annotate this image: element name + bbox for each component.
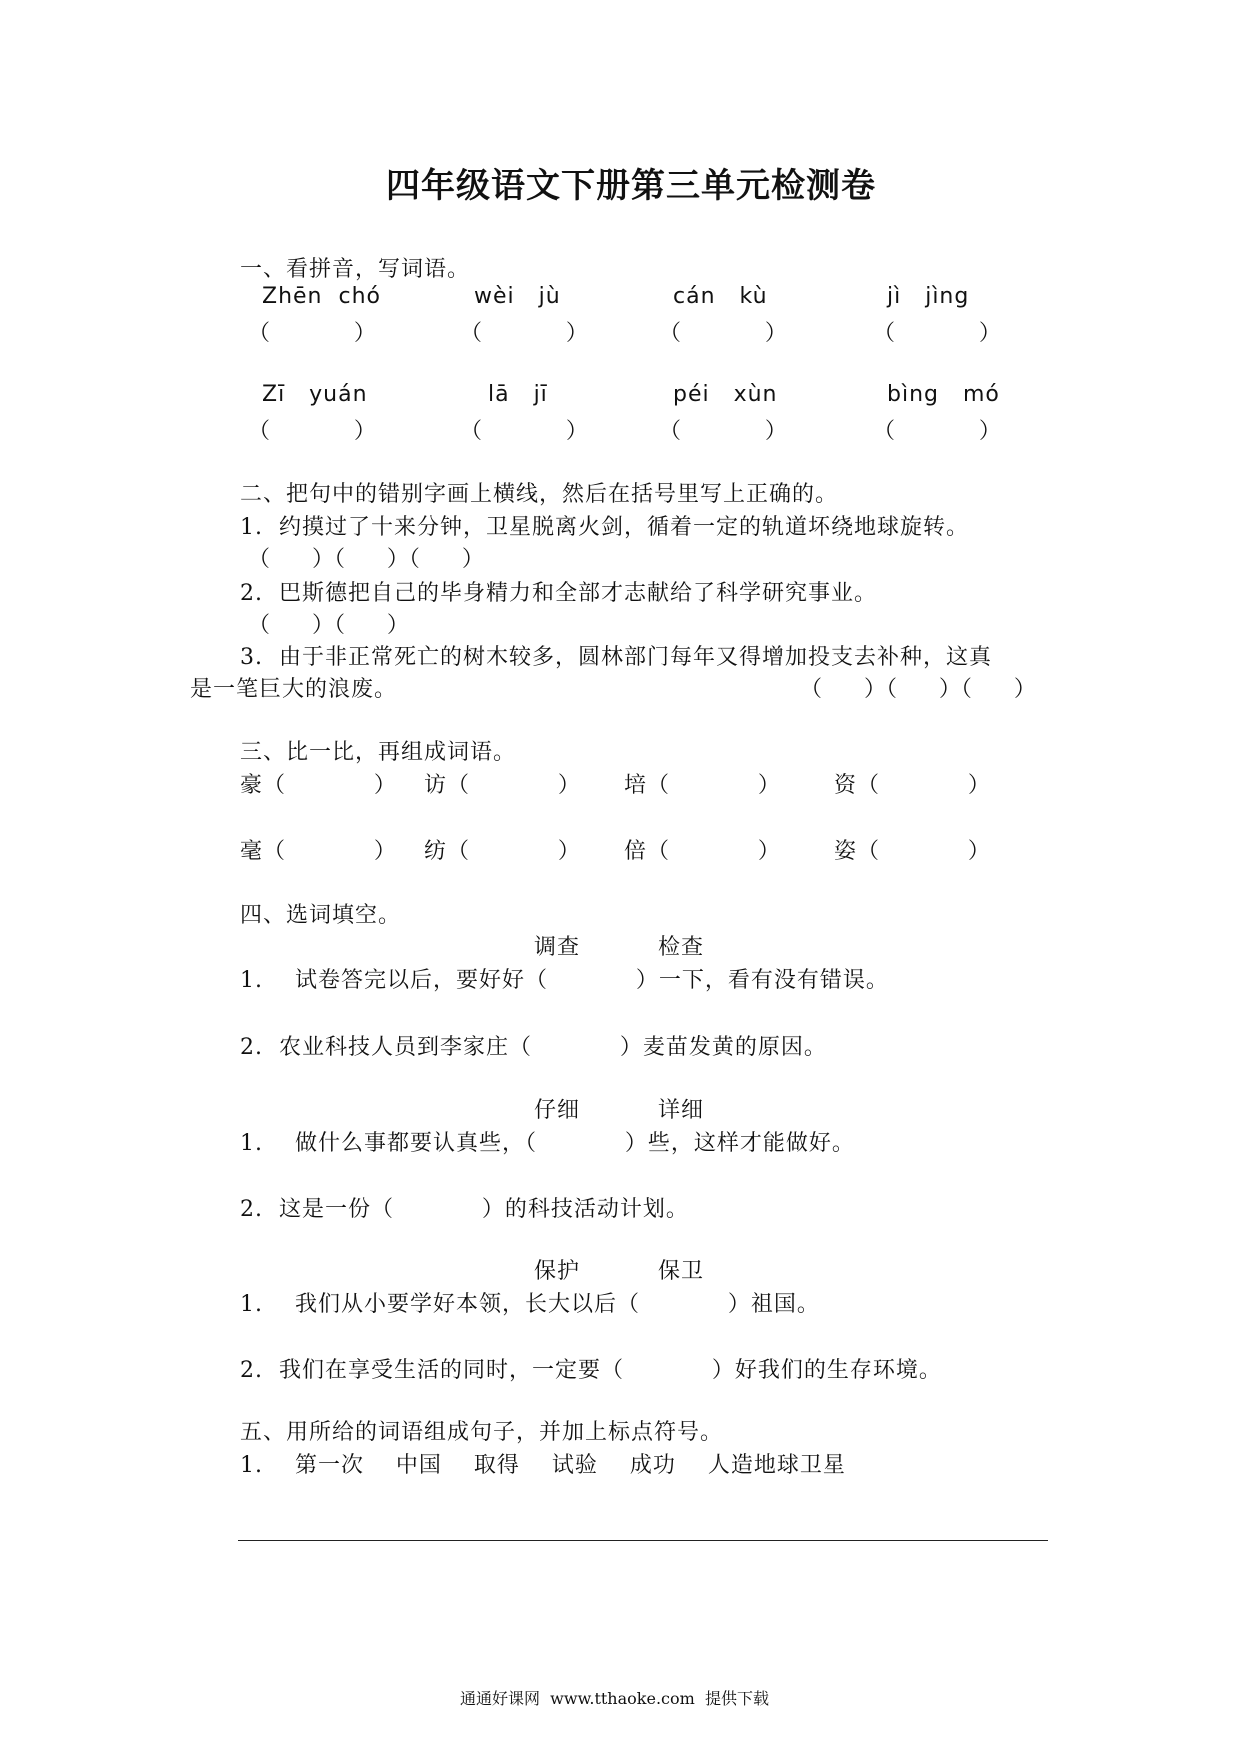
section1-heading: 一、看拼音，写词语。 <box>240 257 471 282</box>
compare-item[interactable]: 纺（ ） <box>424 839 581 864</box>
question-text: 1. 第一次 中国 取得 试验 成功 人造地球卫星 <box>240 1453 846 1478</box>
question-text: 3. 由于非正常死亡的树木较多，圆林部门每年又得增加投支去补种，这真 <box>240 645 992 670</box>
compare-item[interactable]: 姿（ ） <box>834 839 991 864</box>
compare-item[interactable]: 访（ ） <box>424 773 581 798</box>
question-text[interactable]: 1. 试卷答完以后，要好好（ ）一下，看有没有错误。 <box>240 968 889 993</box>
answer-blank[interactable]: （ ） <box>873 419 1001 444</box>
answer-blanks[interactable]: （ ）（ ）（ ） <box>248 547 484 572</box>
question-text[interactable]: 1. 做什么事都要认真些，（ ）些，这样才能做好。 <box>240 1131 855 1156</box>
section5-heading: 五、用所给的词语组成句子，并加上标点符号。 <box>240 1420 724 1445</box>
answer-line[interactable] <box>238 1540 1048 1541</box>
answer-blank[interactable]: （ ） <box>659 321 787 346</box>
question-text[interactable]: 1. 我们从小要学好本领，长大以后（ ）祖国。 <box>240 1292 820 1317</box>
question-text[interactable]: 2. 我们在享受生活的同时，一定要（ ）好我们的生存环境。 <box>240 1358 942 1383</box>
pinyin-3: cán kù <box>673 284 768 309</box>
answer-blank[interactable]: （ ） <box>873 321 1001 346</box>
answer-blank[interactable]: （ ） <box>659 419 787 444</box>
answer-blank[interactable]: （ ） <box>460 419 588 444</box>
question-text[interactable]: 2. 农业科技人员到李家庄（ ）麦苗发黄的原因。 <box>240 1035 827 1060</box>
question-text: 是一笔巨大的浪废。 <box>190 677 398 702</box>
section3-heading: 三、比一比，再组成词语。 <box>240 740 517 765</box>
footer-text: 通通好课网 www.tthaoke.com 提供下载 <box>460 1689 769 1708</box>
answer-blank[interactable]: （ ） <box>248 321 376 346</box>
compare-item[interactable]: 豪（ ） <box>240 773 397 798</box>
pinyin-4: jì jìng <box>887 284 970 309</box>
question-text[interactable]: 2. 这是一份（ ）的科技活动计划。 <box>240 1197 689 1222</box>
pinyin-7: péi xùn <box>673 382 778 407</box>
pinyin-5: Zī yuán <box>262 382 368 407</box>
pinyin-1: Zhēn chó <box>262 284 381 309</box>
compare-item[interactable]: 资（ ） <box>834 773 991 798</box>
answer-blank[interactable]: （ ） <box>248 419 376 444</box>
pinyin-6: lā jī <box>488 382 548 407</box>
answer-blanks[interactable]: （ ）（ ）（ ） <box>800 677 1036 702</box>
compare-item[interactable]: 培（ ） <box>624 773 781 798</box>
word-option: 保护 <box>534 1259 581 1284</box>
answer-blank[interactable]: （ ） <box>460 321 588 346</box>
pinyin-8: bìng mó <box>887 382 1000 407</box>
word-option: 保卫 <box>658 1259 705 1284</box>
question-text: 2. 巴斯德把自己的毕身精力和全部才志献给了科学研究事业。 <box>240 581 877 606</box>
compare-item[interactable]: 倍（ ） <box>624 839 781 864</box>
word-option: 调查 <box>534 935 581 960</box>
word-option: 检查 <box>658 935 705 960</box>
question-text: 1. 约摸过了十来分钟，卫星脱离火剑，循着一定的轨道坏绕地球旋转。 <box>240 515 969 540</box>
pinyin-2: wèi jù <box>474 284 561 309</box>
word-option: 仔细 <box>534 1098 581 1123</box>
section2-heading: 二、把句中的错别字画上横线，然后在括号里写上正确的。 <box>240 482 839 507</box>
word-option: 详细 <box>658 1098 705 1123</box>
section4-heading: 四、选词填空。 <box>240 903 402 928</box>
page-title: 四年级语文下册第三单元检测卷 <box>386 166 876 206</box>
compare-item[interactable]: 毫（ ） <box>240 839 397 864</box>
answer-blanks[interactable]: （ ）（ ） <box>248 613 409 638</box>
